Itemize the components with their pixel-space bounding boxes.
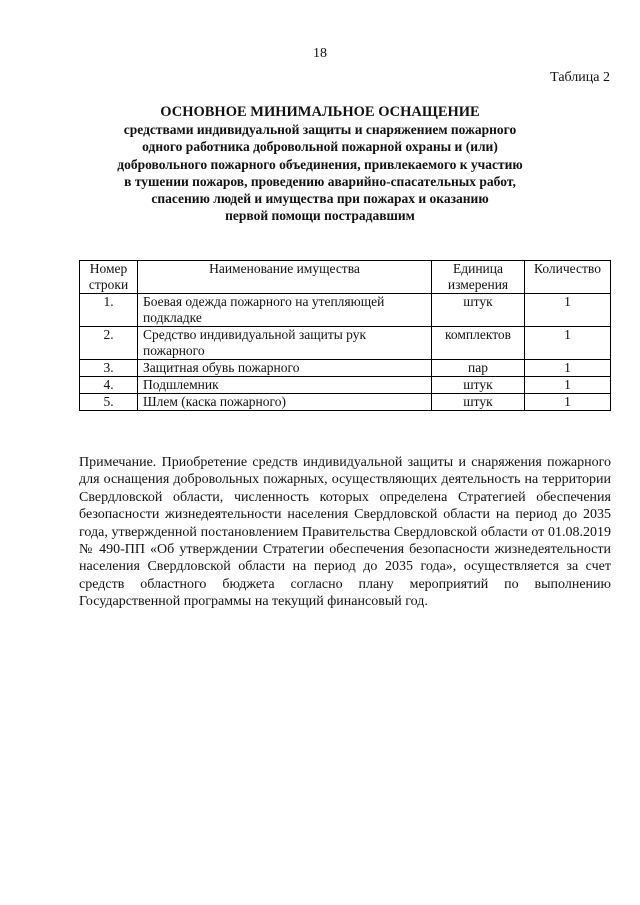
subtitle-line: одного работника добровольной пожарной охраны и (или) (142, 139, 498, 155)
header-name: Наименование имущества (138, 261, 432, 294)
header-quantity: Количество (525, 261, 611, 294)
row-name: Средство индивидуальной защиты рук пожарного (138, 327, 432, 360)
header-number-line: строки (88, 277, 129, 292)
header-number (80, 261, 138, 294)
subtitle-line: добровольного пожарного объединения, привлекаемого к участию (117, 156, 523, 172)
row-quantity: 1 (525, 377, 611, 394)
row-unit: штук (432, 377, 525, 394)
table-header-row (80, 261, 611, 294)
subtitle-line: первой помощи пострадавшим (225, 208, 415, 224)
header-number-line: Номер (89, 261, 128, 276)
table-row (80, 377, 611, 394)
page-number: 18 (313, 46, 327, 61)
header-unit (432, 261, 525, 294)
table-row (80, 394, 611, 411)
row-quantity: 1 (525, 294, 611, 327)
row-number: 5. (80, 394, 138, 411)
row-quantity: 1 (525, 360, 611, 377)
subtitle-line: средствами индивидуальной защиты и снаряжением пожарного (123, 122, 517, 137)
row-unit: пар (432, 360, 525, 377)
table-label: Таблица 2 (550, 70, 610, 85)
row-name: Подшлемник (138, 377, 432, 394)
equipment-table (79, 260, 611, 411)
row-number: 1. (80, 294, 138, 327)
row-unit: штук (432, 294, 525, 327)
row-quantity: 1 (525, 327, 611, 360)
table-row (80, 360, 611, 377)
row-unit: комплектов (432, 327, 525, 360)
row-name: Защитная обувь пожарного (138, 360, 432, 377)
row-quantity: 1 (525, 394, 611, 411)
subtitle-line: в тушении пожаров, проведению аварийно-спасательных работ, (124, 173, 516, 189)
header-unit-line: измерения (447, 277, 509, 292)
subtitle-line: спасению людей и имущества при пожарах и оказанию (151, 191, 489, 207)
title-block (60, 104, 580, 225)
row-number: 3. (80, 360, 138, 377)
row-number: 2. (80, 327, 138, 360)
document-title: ОСНОВНОЕ МИНИМАЛЬНОЕ ОСНАЩЕНИЕ (160, 104, 480, 120)
header-unit-line: Единица (452, 261, 503, 276)
row-name: Боевая одежда пожарного на утепляющей подкладке (138, 294, 432, 327)
table-row (80, 294, 611, 327)
row-name: Шлем (каска пожарного) (138, 394, 432, 411)
row-unit: штук (432, 394, 525, 411)
note-paragraph: Примечание. Приобретение средств индивидуальной защиты и снаряжения пожарного для оснащения добровольных пожарных, осуществляющих деятельность на территории Свердловской области, численность которых определена Стратегией обеспечения безопасности жизнедеятельности населения Свердловской области на период до 2035 года, утвержденной постановлением Правительства Свердловской области от 01.08.2019 № 490-ПП «Об утверждении Стратегии обеспечения безопасности жизнедеятельности населения Свердловской области на период до 2035 года», осуществляется за счет средств областного бюджета согласно плану мероприятий по выполнению Государственной программы на текущий финансовый год. (79, 455, 611, 610)
row-number: 4. (80, 377, 138, 394)
table-row (80, 327, 611, 360)
